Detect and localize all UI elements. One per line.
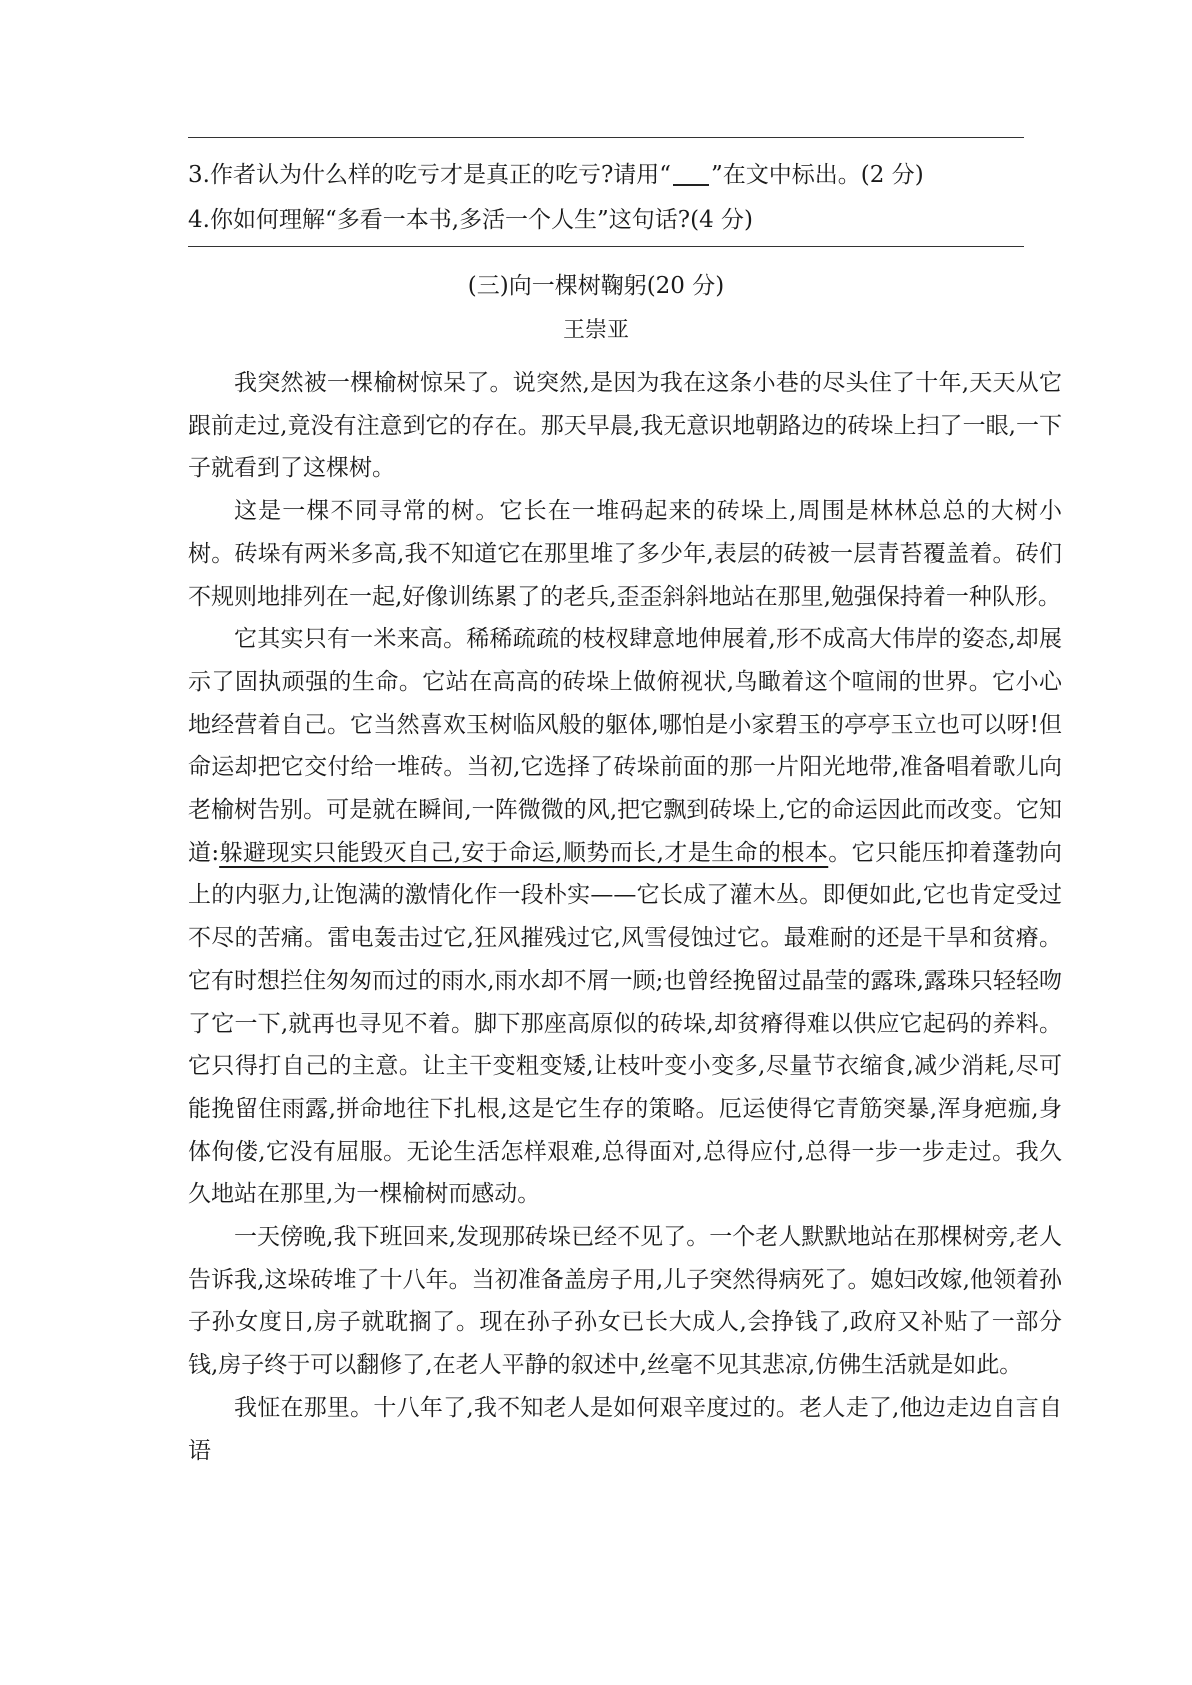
paragraph-1: 我突然被一棵榆树惊呆了。说突然,是因为我在这条小巷的尽头住了十年,天天从它跟前走过,竟没有注意到它的存在。那天早晨,我无意识地朝路边的砖垛上扫了一眼,一下子就看到了这棵树。 xyxy=(188,370,1062,482)
question-4: 4.你如何理解“多看一本书,多活一个人生”这句话?(4 分) xyxy=(188,207,753,233)
paragraph-5: 我怔在那里。十八年了,我不知老人是如何艰辛度过的。老人走了,他边走边自言自语 xyxy=(188,1394,1062,1464)
blank-underline xyxy=(673,160,709,186)
question-3-text: 3.作者认为什么样的吃亏才是真正的吃亏?请用“ xyxy=(188,162,672,188)
paragraph-3-part-1: 它其实只有一米来高。稀稀疏疏的枝杈肆意地伸展着,形不成高大伟岸的姿态,却展示了固执顽强的生命。它站在高高的砖垛上做俯视状,鸟瞰着这个喧闹的世界。它小心地经营着自己。它当然喜欢玉树临风般的躯体,哪怕是小家碧玉的亭亭玉立也可以呀!但命运却把它交付给一堆砖。当初,它选择了砖垛前面的那一片阳光地带,准备唱着歌儿向老榆树告别。可是就在瞬间,一阵微微的风,把它飘到砖垛上,它的命运因此而改变。它知道: xyxy=(188,626,1062,866)
paragraph-2: 这是一棵不同寻常的树。它长在一堆码起来的砖垛上,周围是林林总总的大树小树。砖垛有两米多高,我不知道它在那里堆了多少年,表层的砖被一层青苔覆盖着。砖们不规则地排列在一起,好像训练累了的老兵,歪歪斜斜地站在那里,勉强保持着一种队形。 xyxy=(188,498,1062,610)
article-body xyxy=(188,362,1062,1472)
paragraph-3-part-2: 。它只能压抑着蓬勃向上的内驱力,让饱满的激情化作一段朴实——它长成了灌木丛。即便如此,它也肯定受过不尽的苦痛。雷电轰击过它,狂风摧残过它,风雪侵蚀过它。最难耐的还是干旱和贫瘠。它有时想拦住匆匆而过的雨水,雨水却不屑一顾;也曾经挽留过晶莹的露珠,露珠只轻轻吻了它一下,就再也寻见不着。脚下那座高原似的砖垛,却贫瘠得难以供应它起码的养料。它只得打自己的主意。让主干变粗变矮,让枝叶变小变多,尽量节衣缩食,减少消耗,尽可能挽留住雨露,拼命地往下扎根,这是它生存的策略。厄运使得它青筋突暴,浑身疤痂,身体佝偻,它没有屈服。无论生活怎样艰难,总得面对,总得应付,总得一步一步走过。我久久地站在那里,为一棵榆树而感动。 xyxy=(188,839,1063,1208)
answer-line xyxy=(188,137,1024,138)
author-name: 王崇亚 xyxy=(562,318,629,343)
answer-line xyxy=(188,246,1024,247)
question-3 xyxy=(188,160,924,190)
section-title: (三)向一棵树鞠躬(20 分) xyxy=(467,273,725,299)
paragraph-4: 一天傍晚,我下班回来,发现那砖垛已经不见了。一个老人默默地站在那棵树旁,老人告诉我,这垛砖堆了十八年。当初准备盖房子用,儿子突然得病死了。媳妇改嫁,他领着孙子孙女度日,房子就耽搁了。现在孙子孙女已长大成人,会挣钱了,政府又补贴了一部分钱,房子终于可以翻修了,在老人平静的叙述中,丝毫不见其悲凉,仿佛生活就是如此。 xyxy=(188,1224,1062,1379)
question-3-text-end: ”在文中标出。(2 分) xyxy=(711,162,924,188)
underlined-sentence: 躲避现实只能毁灭自己,安于命运,顺势而长,才是生命的根本 xyxy=(219,839,829,866)
paragraph-3 xyxy=(188,618,1062,1216)
